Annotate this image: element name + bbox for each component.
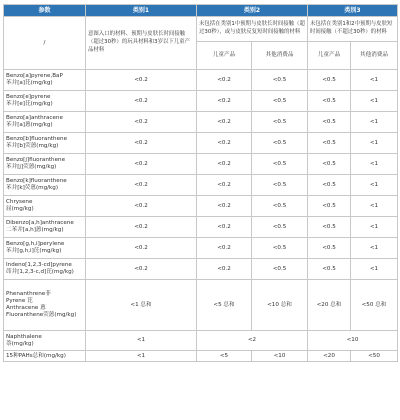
limit-cat3-other: <1 bbox=[351, 217, 398, 238]
pah-name-cell bbox=[4, 133, 86, 154]
total-pahs-row bbox=[4, 351, 398, 362]
category-2-description: 未包括在类别1中预期与皮肤长时间接触（超过30秒），或与皮肤反复短时间接触的材料 bbox=[197, 17, 308, 42]
limit-cat1: <0.2 bbox=[86, 217, 197, 238]
pah-name-line: 苯并[a]蒽(mg/kg) bbox=[6, 122, 53, 128]
limit-cat2-children: <0.2 bbox=[197, 91, 252, 112]
group-row-cat1: <1 总和 bbox=[86, 280, 197, 331]
limit-cat1: <0.2 bbox=[86, 133, 197, 154]
limit-cat2-children: <0.2 bbox=[197, 259, 252, 280]
naphthalene-row bbox=[4, 331, 398, 351]
pah-name-line: 屈(mg/kg) bbox=[6, 206, 34, 212]
naphthalene-cat1: <1 bbox=[86, 331, 197, 351]
group-row-cat3-other: <50 总和 bbox=[351, 280, 398, 331]
group-row-name bbox=[4, 280, 86, 331]
limit-cat3-other: <1 bbox=[351, 259, 398, 280]
pah-name-line: 苯并[e]芘(mg/kg) bbox=[6, 101, 53, 107]
limit-cat2-other: <0.5 bbox=[252, 91, 308, 112]
total-pahs-cat2-other: <10 bbox=[252, 351, 308, 362]
total-pahs-cat1: <1 bbox=[86, 351, 197, 362]
pah-name-line: 苯并[b]荧蒽(mg/kg) bbox=[6, 143, 59, 149]
limit-cat2-other: <0.5 bbox=[252, 70, 308, 91]
table-row bbox=[4, 238, 398, 259]
limit-cat3-other: <1 bbox=[351, 91, 398, 112]
limit-cat2-children: <0.2 bbox=[197, 175, 252, 196]
pah-name-line: 苯并[j]荧蒽(mg/kg) bbox=[6, 164, 57, 170]
pah-name-line: Benzo[a]pyrene,BaP bbox=[6, 73, 63, 80]
group-row-cat2-other: <10 总和 bbox=[252, 280, 308, 331]
slash-cell: / bbox=[4, 17, 86, 70]
limit-cat1: <0.2 bbox=[86, 70, 197, 91]
limit-cat2-other: <0.5 bbox=[252, 259, 308, 280]
limit-cat3-children: <0.5 bbox=[308, 91, 351, 112]
table-header-row bbox=[4, 5, 398, 17]
pah-name-line: Benzo[e]pyrene bbox=[6, 94, 51, 101]
limit-cat2-children: <0.2 bbox=[197, 196, 252, 217]
table-row bbox=[4, 70, 398, 91]
pah-name-cell bbox=[4, 154, 86, 175]
limit-cat3-other: <1 bbox=[351, 196, 398, 217]
limit-cat3-children: <0.5 bbox=[308, 175, 351, 196]
limit-cat2-children: <0.2 bbox=[197, 154, 252, 175]
category-3-description: 未包括在类别1和2中预期与皮肤短时间接触（不超过30秒）的材料 bbox=[308, 17, 398, 42]
pah-name-line: Benzo[a]anthracene bbox=[6, 115, 63, 122]
table-row bbox=[4, 112, 398, 133]
pah-name-line: Benzo[b]fluoranthene bbox=[6, 136, 68, 143]
pah-name-line: Benzo[k]fluoranthene bbox=[6, 178, 67, 185]
pah-name-cell bbox=[4, 91, 86, 112]
limit-cat1: <0.2 bbox=[86, 175, 197, 196]
limit-cat1: <0.2 bbox=[86, 154, 197, 175]
limit-cat3-children: <0.5 bbox=[308, 238, 351, 259]
group-row-cat2-children: <5 总和 bbox=[197, 280, 252, 331]
limit-cat3-other: <1 bbox=[351, 238, 398, 259]
limit-cat3-children: <0.5 bbox=[308, 196, 351, 217]
pah-name-cell bbox=[4, 259, 86, 280]
limit-cat3-children: <0.5 bbox=[308, 70, 351, 91]
pah-name-cell bbox=[4, 70, 86, 91]
table-row bbox=[4, 259, 398, 280]
pah-name-cell bbox=[4, 112, 86, 133]
group-sum-row bbox=[4, 280, 398, 331]
table-row bbox=[4, 133, 398, 154]
limit-cat2-children: <0.2 bbox=[197, 238, 252, 259]
limit-cat3-children: <0.5 bbox=[308, 154, 351, 175]
header-category-1: 类别1 bbox=[86, 5, 197, 17]
pah-name-cell bbox=[4, 238, 86, 259]
table-row bbox=[4, 154, 398, 175]
pah-name-cell bbox=[4, 217, 86, 238]
limit-cat3-other: <1 bbox=[351, 154, 398, 175]
limit-cat1: <0.2 bbox=[86, 112, 197, 133]
limit-cat3-children: <0.5 bbox=[308, 217, 351, 238]
total-pahs-cat3-other: <50 bbox=[351, 351, 398, 362]
limit-cat2-other: <0.5 bbox=[252, 217, 308, 238]
limit-cat2-children: <0.2 bbox=[197, 70, 252, 91]
group-row-name-line: Pyrene 芘 bbox=[6, 298, 33, 305]
pah-name-line: Benzo[g,h,i]perylene bbox=[6, 241, 65, 248]
limit-cat1: <0.2 bbox=[86, 196, 197, 217]
group-row-name-line: Fluoranthene荧蒽(mg/kg) bbox=[6, 311, 77, 318]
pah-name-line: 茚并[1,2,3-c,d]芘(mg/kg) bbox=[6, 269, 74, 275]
limit-cat2-children: <0.2 bbox=[197, 112, 252, 133]
header-category-3: 类别3 bbox=[308, 5, 398, 17]
pah-name-line: Indeno[1,2,3-cd]pyrene bbox=[6, 262, 72, 269]
limit-cat3-other: <1 bbox=[351, 70, 398, 91]
total-pahs-name: 15种PAHs总和(mg/kg) bbox=[4, 351, 86, 362]
limit-cat2-other: <0.5 bbox=[252, 175, 308, 196]
pah-name-line: 苯并[g,h,i]芘(mg/kg) bbox=[6, 248, 62, 254]
naphthalene-name-line: 萘(mg/kg) bbox=[6, 340, 34, 347]
group-row-cat3-children: <20 总和 bbox=[308, 280, 351, 331]
limit-cat3-other: <1 bbox=[351, 175, 398, 196]
group-row-name-line: Anthracene 蒽 bbox=[6, 305, 46, 311]
naphthalene-cat2: <2 bbox=[197, 331, 308, 351]
table-row bbox=[4, 91, 398, 112]
limit-cat2-other: <0.5 bbox=[252, 133, 308, 154]
group-row-name-line: Phenanthrene菲 bbox=[6, 291, 51, 298]
cat2-children-products: 儿童产品 bbox=[197, 42, 252, 70]
limit-cat3-children: <0.5 bbox=[308, 112, 351, 133]
pah-name-cell bbox=[4, 175, 86, 196]
category-description-row bbox=[4, 17, 398, 42]
limit-cat1: <0.2 bbox=[86, 91, 197, 112]
pah-name-cell bbox=[4, 196, 86, 217]
limit-cat2-other: <0.5 bbox=[252, 196, 308, 217]
pah-name-line: 二苯并[a,h]蒽(mg/kg) bbox=[6, 227, 64, 233]
header-param: 参数 bbox=[4, 5, 86, 17]
limit-cat2-children: <0.2 bbox=[197, 133, 252, 154]
naphthalene-cat3: <10 bbox=[308, 331, 398, 351]
limit-cat2-other: <0.5 bbox=[252, 112, 308, 133]
cat2-other-consumer-goods: 其他消费品 bbox=[252, 42, 308, 70]
limit-cat1: <0.2 bbox=[86, 238, 197, 259]
pah-limits-table bbox=[3, 4, 398, 362]
table-row bbox=[4, 217, 398, 238]
table-row bbox=[4, 196, 398, 217]
limit-cat2-other: <0.5 bbox=[252, 154, 308, 175]
limit-cat2-other: <0.5 bbox=[252, 238, 308, 259]
category-1-description: 意图入口的材料、预期与皮肤长时间接触（超过30秒）的玩具材料和3岁以下儿童产品材料 bbox=[86, 17, 197, 70]
total-pahs-cat3-children: <20 bbox=[308, 351, 351, 362]
limit-cat2-children: <0.2 bbox=[197, 217, 252, 238]
limit-cat3-children: <0.5 bbox=[308, 259, 351, 280]
naphthalene-name bbox=[4, 331, 86, 351]
cat3-other-consumer-goods: 其他消费品 bbox=[351, 42, 398, 70]
pah-name-line: 苯并[k]荧蒽(mg/kg) bbox=[6, 185, 59, 191]
limit-cat3-other: <1 bbox=[351, 112, 398, 133]
cat3-children-products: 儿童产品 bbox=[308, 42, 351, 70]
pah-name-line: Chrysene bbox=[6, 199, 33, 206]
naphthalene-name-line: Naphthalene bbox=[6, 333, 42, 340]
header-category-2: 类别2 bbox=[197, 5, 308, 17]
limit-cat3-children: <0.5 bbox=[308, 133, 351, 154]
pah-name-line: 苯并[a]芘(mg/kg) bbox=[6, 80, 53, 86]
table-row bbox=[4, 175, 398, 196]
pah-name-line: Dibenzo[a,h]anthracene bbox=[6, 220, 74, 227]
pah-name-line: Benzo[j]fluoranthene bbox=[6, 157, 66, 164]
limit-cat3-other: <1 bbox=[351, 133, 398, 154]
limit-cat1: <0.2 bbox=[86, 259, 197, 280]
total-pahs-cat2-children: <5 bbox=[197, 351, 252, 362]
